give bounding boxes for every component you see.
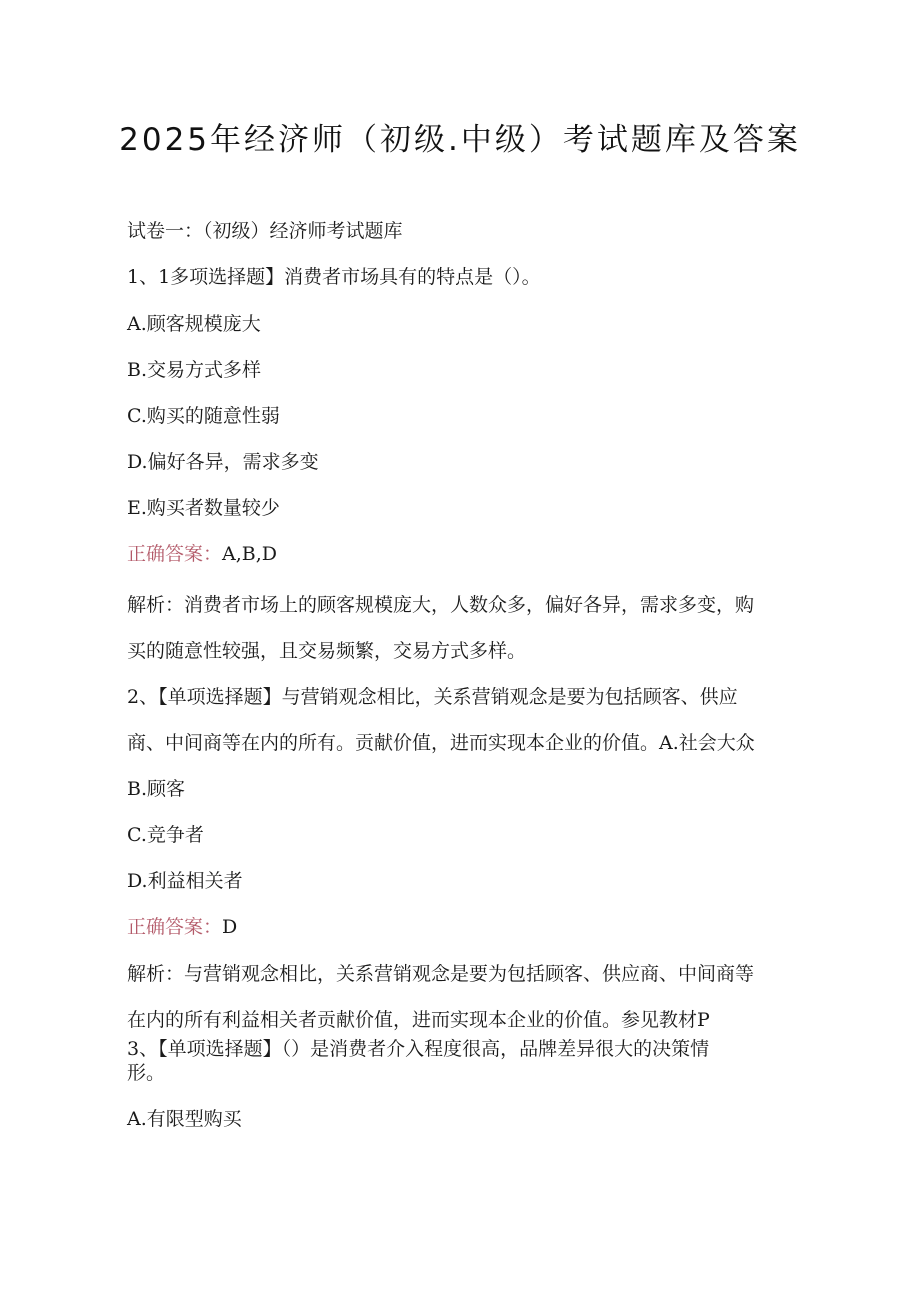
question-1-option-a: A.顾客规模庞大: [127, 313, 261, 335]
question-3-stem-line-1: 3、【单项选择题】（）是消费者介入程度很高，品牌差异很大的决策情: [127, 1038, 710, 1060]
section-heading: 试卷一：（初级）经济师考试题库: [127, 220, 403, 242]
answer-label: 正确答案：: [127, 916, 223, 938]
question-1-option-c: C.购买的随意性弱: [127, 405, 280, 427]
question-2-answer: [127, 916, 807, 938]
answer-value: A,B,D: [222, 543, 278, 565]
answer-value: D: [222, 916, 238, 938]
question-2-analysis-line-1: 解析：与营销观念相比，关系营销观念是要为包括顾客、供应商、中间商等: [127, 963, 755, 985]
question-2-option-d: D.利益相关者: [127, 870, 243, 892]
question-1-stem: 1、1多项选择题】消费者市场具有的特点是（）。: [127, 266, 541, 288]
question-2-option-c: C.竞争者: [127, 824, 204, 846]
question-3-stem-line-2: 形。: [127, 1062, 166, 1084]
question-2-analysis-line-2: 在内的所有利益相关者贡献价值，进而实现本企业的价值。参见教材P: [127, 1009, 710, 1031]
question-3-option-a: A.有限型购买: [127, 1108, 242, 1130]
question-2-stem-line-1: 2、【单项选择题】与营销观念相比，关系营销观念是要为包括顾客、供应: [127, 686, 738, 708]
question-1-analysis-line-2: 买的随意性较强，且交易频繁，交易方式多样。: [127, 640, 527, 662]
question-2-stem-line-2: 商、中间商等在内的所有。贡献价值，进而实现本企业的价值。A.社会大众: [127, 732, 755, 754]
answer-label: 正确答案：: [127, 543, 223, 565]
question-1-answer: [127, 543, 807, 565]
question-1-option-d: D.偏好各异，需求多变: [127, 451, 319, 473]
document-title: 2025年经济师（初级.中级）考试题库及答案: [119, 122, 801, 158]
question-1-option-b: B.交易方式多样: [127, 359, 262, 381]
question-2-option-b: B.顾客: [127, 778, 186, 800]
question-1-analysis-line-1: 解析：消费者市场上的顾客规模庞大，人数众多，偏好各异，需求多变，购: [127, 594, 755, 616]
question-1-option-e: E.购买者数量较少: [127, 497, 280, 519]
